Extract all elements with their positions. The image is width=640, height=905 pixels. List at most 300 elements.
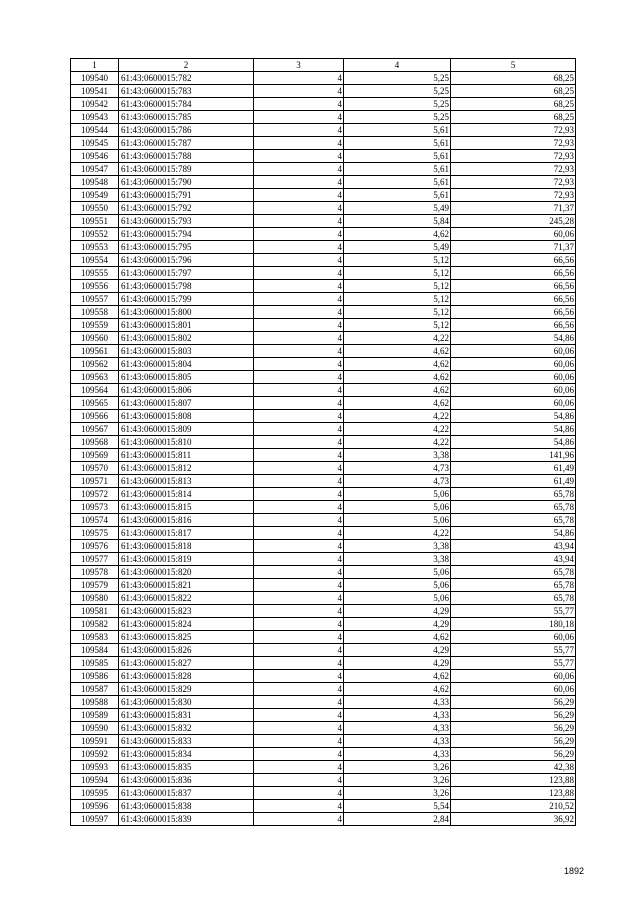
- column-3-cell: 4: [254, 592, 344, 605]
- cadastral-number-cell: 61:43:0600015:788: [119, 150, 254, 163]
- column-5-cell: 66,56: [451, 319, 576, 332]
- cadastral-number-cell: 61:43:0600015:782: [119, 72, 254, 85]
- column-4-cell: 4,33: [344, 722, 451, 735]
- column-3-cell: 4: [254, 150, 344, 163]
- column-4-cell: 4,33: [344, 748, 451, 761]
- cadastral-number-cell: 61:43:0600015:815: [119, 501, 254, 514]
- cadastral-number-cell: 61:43:0600015:830: [119, 696, 254, 709]
- column-3-cell: 4: [254, 397, 344, 410]
- column-3-cell: 4: [254, 215, 344, 228]
- row-number-cell: 109560: [71, 332, 119, 345]
- column-5-cell: 66,56: [451, 267, 576, 280]
- table-row: [71, 176, 576, 189]
- column-4-cell: 2,84: [344, 813, 451, 826]
- column-4-cell: 5,12: [344, 280, 451, 293]
- row-number-cell: 109547: [71, 163, 119, 176]
- table-row: [71, 553, 576, 566]
- cadastral-number-cell: 61:43:0600015:823: [119, 605, 254, 618]
- table-row: [71, 228, 576, 241]
- column-3-cell: 4: [254, 163, 344, 176]
- table-row: [71, 683, 576, 696]
- column-5-cell: 42,38: [451, 761, 576, 774]
- column-4-cell: 4,62: [344, 631, 451, 644]
- cadastral-number-cell: 61:43:0600015:811: [119, 449, 254, 462]
- row-number-cell: 109583: [71, 631, 119, 644]
- table-row: [71, 124, 576, 137]
- column-4-cell: 4,73: [344, 462, 451, 475]
- table-row: [71, 540, 576, 553]
- cadastral-number-cell: 61:43:0600015:819: [119, 553, 254, 566]
- column-4-cell: 5,61: [344, 124, 451, 137]
- column-3-cell: 4: [254, 553, 344, 566]
- cadastral-number-cell: 61:43:0600015:827: [119, 657, 254, 670]
- column-5-cell: 72,93: [451, 176, 576, 189]
- column-4-cell: 4,62: [344, 228, 451, 241]
- row-number-cell: 109596: [71, 800, 119, 813]
- cadastral-number-cell: 61:43:0600015:824: [119, 618, 254, 631]
- column-4-cell: 3,26: [344, 774, 451, 787]
- column-4-cell: 5,61: [344, 176, 451, 189]
- column-3-cell: 4: [254, 618, 344, 631]
- table-row: [71, 488, 576, 501]
- table-row: [71, 657, 576, 670]
- column-5-cell: 54,86: [451, 410, 576, 423]
- row-number-cell: 109586: [71, 670, 119, 683]
- column-4-cell: 3,38: [344, 540, 451, 553]
- column-5-cell: 56,29: [451, 735, 576, 748]
- cadastral-number-cell: 61:43:0600015:822: [119, 592, 254, 605]
- column-4-cell: 4,62: [344, 683, 451, 696]
- cadastral-number-cell: 61:43:0600015:836: [119, 774, 254, 787]
- column-4-cell: 4,62: [344, 371, 451, 384]
- cadastral-number-cell: 61:43:0600015:806: [119, 384, 254, 397]
- table-row: [71, 449, 576, 462]
- row-number-cell: 109545: [71, 137, 119, 150]
- column-5-cell: 56,29: [451, 722, 576, 735]
- column-3-cell: 4: [254, 436, 344, 449]
- column-5-cell: 65,78: [451, 579, 576, 592]
- column-4-cell: 5,12: [344, 319, 451, 332]
- cadastral-number-cell: 61:43:0600015:817: [119, 527, 254, 540]
- column-5-cell: 65,78: [451, 488, 576, 501]
- column-5-cell: 72,93: [451, 124, 576, 137]
- column-5-cell: 65,78: [451, 592, 576, 605]
- column-3-cell: 4: [254, 488, 344, 501]
- row-number-cell: 109563: [71, 371, 119, 384]
- row-number-cell: 109578: [71, 566, 119, 579]
- row-number-cell: 109551: [71, 215, 119, 228]
- cadastral-number-cell: 61:43:0600015:833: [119, 735, 254, 748]
- table-row: [71, 761, 576, 774]
- column-5-cell: 60,06: [451, 358, 576, 371]
- row-number-cell: 109590: [71, 722, 119, 735]
- cadastral-number-cell: 61:43:0600015:787: [119, 137, 254, 150]
- column-3-cell: 4: [254, 748, 344, 761]
- column-5-cell: 60,06: [451, 371, 576, 384]
- row-number-cell: 109575: [71, 527, 119, 540]
- row-number-cell: 109558: [71, 306, 119, 319]
- column-3-cell: 4: [254, 579, 344, 592]
- cadastral-number-cell: 61:43:0600015:832: [119, 722, 254, 735]
- row-number-cell: 109567: [71, 423, 119, 436]
- column-3-cell: 4: [254, 280, 344, 293]
- column-5-cell: 56,29: [451, 748, 576, 761]
- column-5-cell: 56,29: [451, 696, 576, 709]
- column-4-cell: 5,25: [344, 85, 451, 98]
- cadastral-number-cell: 61:43:0600015:813: [119, 475, 254, 488]
- cadastral-number-cell: 61:43:0600015:801: [119, 319, 254, 332]
- cadastral-number-cell: 61:43:0600015:794: [119, 228, 254, 241]
- column-4-cell: 5,06: [344, 501, 451, 514]
- table-body: [71, 59, 576, 826]
- cadastral-number-cell: 61:43:0600015:825: [119, 631, 254, 644]
- row-number-cell: 109561: [71, 345, 119, 358]
- row-number-cell: 109564: [71, 384, 119, 397]
- column-4-cell: 5,49: [344, 241, 451, 254]
- table-row: [71, 592, 576, 605]
- column-5-cell: 72,93: [451, 163, 576, 176]
- column-3-cell: 4: [254, 293, 344, 306]
- table-row: [71, 462, 576, 475]
- table-row: [71, 436, 576, 449]
- column-5-cell: 60,06: [451, 670, 576, 683]
- table-row: [71, 475, 576, 488]
- column-5-cell: 123,88: [451, 787, 576, 800]
- column-5-cell: 65,78: [451, 514, 576, 527]
- row-number-cell: 109581: [71, 605, 119, 618]
- row-number-cell: 109573: [71, 501, 119, 514]
- column-5-cell: 71,37: [451, 241, 576, 254]
- column-4-cell: 5,84: [344, 215, 451, 228]
- column-5-cell: 54,86: [451, 436, 576, 449]
- row-number-cell: 109553: [71, 241, 119, 254]
- column-5-cell: 55,77: [451, 644, 576, 657]
- row-number-cell: 109580: [71, 592, 119, 605]
- cadastral-number-cell: 61:43:0600015:799: [119, 293, 254, 306]
- column-4-cell: 4,62: [344, 358, 451, 371]
- row-number-cell: 109595: [71, 787, 119, 800]
- column-header: 1: [71, 59, 119, 72]
- row-number-cell: 109552: [71, 228, 119, 241]
- column-3-cell: 4: [254, 111, 344, 124]
- row-number-cell: 109597: [71, 813, 119, 826]
- table-row: [71, 215, 576, 228]
- table-row: [71, 774, 576, 787]
- row-number-cell: 109566: [71, 410, 119, 423]
- cadastral-number-cell: 61:43:0600015:831: [119, 709, 254, 722]
- table-row: [71, 267, 576, 280]
- column-4-cell: 3,38: [344, 553, 451, 566]
- column-5-cell: 68,25: [451, 72, 576, 85]
- table-row: [71, 501, 576, 514]
- row-number-cell: 109559: [71, 319, 119, 332]
- column-5-cell: 43,94: [451, 540, 576, 553]
- cadastral-number-cell: 61:43:0600015:812: [119, 462, 254, 475]
- row-number-cell: 109554: [71, 254, 119, 267]
- row-number-cell: 109557: [71, 293, 119, 306]
- table-row: [71, 371, 576, 384]
- cadastral-number-cell: 61:43:0600015:793: [119, 215, 254, 228]
- cadastral-number-cell: 61:43:0600015:798: [119, 280, 254, 293]
- row-number-cell: 109593: [71, 761, 119, 774]
- cadastral-number-cell: 61:43:0600015:829: [119, 683, 254, 696]
- column-3-cell: 4: [254, 358, 344, 371]
- column-5-cell: 65,78: [451, 501, 576, 514]
- column-5-cell: 60,06: [451, 631, 576, 644]
- table-row: [71, 423, 576, 436]
- column-header: 5: [451, 59, 576, 72]
- cadastral-number-cell: 61:43:0600015:804: [119, 358, 254, 371]
- column-4-cell: 5,06: [344, 488, 451, 501]
- column-5-cell: 60,06: [451, 397, 576, 410]
- cadastral-number-cell: 61:43:0600015:786: [119, 124, 254, 137]
- column-5-cell: 68,25: [451, 111, 576, 124]
- column-5-cell: 210,52: [451, 800, 576, 813]
- column-5-cell: 72,93: [451, 150, 576, 163]
- table-row: [71, 280, 576, 293]
- column-3-cell: 4: [254, 527, 344, 540]
- column-3-cell: 4: [254, 345, 344, 358]
- cadastral-number-cell: 61:43:0600015:808: [119, 410, 254, 423]
- column-3-cell: 4: [254, 696, 344, 709]
- table-row: [71, 644, 576, 657]
- column-5-cell: 66,56: [451, 280, 576, 293]
- column-3-cell: 4: [254, 761, 344, 774]
- column-3-cell: 4: [254, 124, 344, 137]
- table-row: [71, 358, 576, 371]
- column-3-cell: 4: [254, 631, 344, 644]
- cadastral-number-cell: 61:43:0600015:795: [119, 241, 254, 254]
- row-number-cell: 109571: [71, 475, 119, 488]
- row-number-cell: 109555: [71, 267, 119, 280]
- column-3-cell: 4: [254, 501, 344, 514]
- row-number-cell: 109576: [71, 540, 119, 553]
- row-number-cell: 109591: [71, 735, 119, 748]
- column-3-cell: 4: [254, 423, 344, 436]
- column-3-cell: 4: [254, 202, 344, 215]
- column-3-cell: 4: [254, 787, 344, 800]
- column-4-cell: 4,73: [344, 475, 451, 488]
- row-number-cell: 109546: [71, 150, 119, 163]
- column-4-cell: 4,29: [344, 618, 451, 631]
- table-row: [71, 696, 576, 709]
- column-4-cell: 4,29: [344, 605, 451, 618]
- row-number-cell: 109541: [71, 85, 119, 98]
- cadastral-number-cell: 61:43:0600015:792: [119, 202, 254, 215]
- column-3-cell: 4: [254, 670, 344, 683]
- column-3-cell: 4: [254, 254, 344, 267]
- column-3-cell: 4: [254, 514, 344, 527]
- column-5-cell: 245,28: [451, 215, 576, 228]
- cadastral-number-cell: 61:43:0600015:816: [119, 514, 254, 527]
- column-3-cell: 4: [254, 319, 344, 332]
- table-row: [71, 150, 576, 163]
- column-4-cell: 5,12: [344, 254, 451, 267]
- cadastral-number-cell: 61:43:0600015:810: [119, 436, 254, 449]
- table-row: [71, 345, 576, 358]
- column-3-cell: 4: [254, 709, 344, 722]
- table-row: [71, 722, 576, 735]
- row-number-cell: 109548: [71, 176, 119, 189]
- column-3-cell: 4: [254, 605, 344, 618]
- row-number-cell: 109568: [71, 436, 119, 449]
- row-number-cell: 109594: [71, 774, 119, 787]
- column-5-cell: 65,78: [451, 566, 576, 579]
- table-row: [71, 293, 576, 306]
- table-row: [71, 202, 576, 215]
- column-5-cell: 60,06: [451, 384, 576, 397]
- column-3-cell: 4: [254, 800, 344, 813]
- column-5-cell: 36,92: [451, 813, 576, 826]
- column-5-cell: 71,37: [451, 202, 576, 215]
- cadastral-number-cell: 61:43:0600015:791: [119, 189, 254, 202]
- column-5-cell: 141,96: [451, 449, 576, 462]
- column-4-cell: 5,06: [344, 579, 451, 592]
- column-5-cell: 54,86: [451, 527, 576, 540]
- table-row: [71, 137, 576, 150]
- column-3-cell: 4: [254, 813, 344, 826]
- column-4-cell: 3,38: [344, 449, 451, 462]
- row-number-cell: 109577: [71, 553, 119, 566]
- column-4-cell: 5,25: [344, 111, 451, 124]
- column-3-cell: 4: [254, 189, 344, 202]
- row-number-cell: 109587: [71, 683, 119, 696]
- column-4-cell: 4,22: [344, 410, 451, 423]
- cadastral-number-cell: 61:43:0600015:826: [119, 644, 254, 657]
- table-row: [71, 98, 576, 111]
- page-number: 1892: [563, 866, 584, 876]
- row-number-cell: 109588: [71, 696, 119, 709]
- column-3-cell: 4: [254, 384, 344, 397]
- column-5-cell: 66,56: [451, 293, 576, 306]
- table-row: [71, 514, 576, 527]
- column-3-cell: 4: [254, 722, 344, 735]
- column-4-cell: 5,06: [344, 514, 451, 527]
- cadastral-number-cell: 61:43:0600015:784: [119, 98, 254, 111]
- table-row: [71, 332, 576, 345]
- row-number-cell: 109579: [71, 579, 119, 592]
- column-5-cell: 60,06: [451, 345, 576, 358]
- table-row: [71, 605, 576, 618]
- cadastral-number-cell: 61:43:0600015:797: [119, 267, 254, 280]
- cadastral-number-cell: 61:43:0600015:838: [119, 800, 254, 813]
- cadastral-number-cell: 61:43:0600015:805: [119, 371, 254, 384]
- column-5-cell: 54,86: [451, 332, 576, 345]
- cadastral-number-cell: 61:43:0600015:837: [119, 787, 254, 800]
- column-4-cell: 4,33: [344, 696, 451, 709]
- column-3-cell: 4: [254, 267, 344, 280]
- table-row: [71, 111, 576, 124]
- column-4-cell: 5,06: [344, 566, 451, 579]
- column-4-cell: 5,49: [344, 202, 451, 215]
- column-5-cell: 56,29: [451, 709, 576, 722]
- row-number-cell: 109585: [71, 657, 119, 670]
- column-4-cell: 4,62: [344, 670, 451, 683]
- column-5-cell: 180,18: [451, 618, 576, 631]
- cadastral-number-cell: 61:43:0600015:796: [119, 254, 254, 267]
- column-4-cell: 5,61: [344, 163, 451, 176]
- table-row: [71, 241, 576, 254]
- row-number-cell: 109542: [71, 98, 119, 111]
- column-3-cell: 4: [254, 774, 344, 787]
- column-4-cell: 4,62: [344, 397, 451, 410]
- cadastral-number-cell: 61:43:0600015:807: [119, 397, 254, 410]
- row-number-cell: 109550: [71, 202, 119, 215]
- column-4-cell: 4,33: [344, 709, 451, 722]
- column-4-cell: 5,61: [344, 137, 451, 150]
- table-row: [71, 566, 576, 579]
- table-row: [71, 735, 576, 748]
- column-3-cell: 4: [254, 332, 344, 345]
- row-number-cell: 109544: [71, 124, 119, 137]
- cadastral-number-cell: 61:43:0600015:783: [119, 85, 254, 98]
- cadastral-number-cell: 61:43:0600015:789: [119, 163, 254, 176]
- column-3-cell: 4: [254, 657, 344, 670]
- column-3-cell: 4: [254, 410, 344, 423]
- data-table: [70, 58, 576, 826]
- table-row: [71, 319, 576, 332]
- row-number-cell: 109570: [71, 462, 119, 475]
- table-row: [71, 787, 576, 800]
- column-4-cell: 5,54: [344, 800, 451, 813]
- row-number-cell: 109569: [71, 449, 119, 462]
- row-number-cell: 109565: [71, 397, 119, 410]
- column-5-cell: 60,06: [451, 683, 576, 696]
- column-4-cell: 5,25: [344, 98, 451, 111]
- column-4-cell: 4,22: [344, 436, 451, 449]
- column-4-cell: 4,29: [344, 644, 451, 657]
- column-3-cell: 4: [254, 137, 344, 150]
- column-5-cell: 60,06: [451, 228, 576, 241]
- column-3-cell: 4: [254, 644, 344, 657]
- column-4-cell: 4,22: [344, 527, 451, 540]
- column-5-cell: 43,94: [451, 553, 576, 566]
- row-number-cell: 109582: [71, 618, 119, 631]
- cadastral-number-cell: 61:43:0600015:818: [119, 540, 254, 553]
- column-5-cell: 55,77: [451, 605, 576, 618]
- table-row: [71, 813, 576, 826]
- table-row: [71, 410, 576, 423]
- table-row: [71, 631, 576, 644]
- table-row: [71, 85, 576, 98]
- column-4-cell: 4,62: [344, 345, 451, 358]
- column-3-cell: 4: [254, 449, 344, 462]
- row-number-cell: 109584: [71, 644, 119, 657]
- column-4-cell: 5,12: [344, 267, 451, 280]
- column-3-cell: 4: [254, 306, 344, 319]
- table-row: [71, 527, 576, 540]
- row-number-cell: 109556: [71, 280, 119, 293]
- column-4-cell: 3,26: [344, 761, 451, 774]
- column-3-cell: 4: [254, 683, 344, 696]
- table-row: [71, 579, 576, 592]
- cadastral-number-cell: 61:43:0600015:828: [119, 670, 254, 683]
- column-3-cell: 4: [254, 735, 344, 748]
- column-4-cell: 5,25: [344, 72, 451, 85]
- row-number-cell: 109549: [71, 189, 119, 202]
- table-row: [71, 397, 576, 410]
- column-4-cell: 4,22: [344, 332, 451, 345]
- column-header: 2: [119, 59, 254, 72]
- column-4-cell: 4,62: [344, 384, 451, 397]
- column-5-cell: 55,77: [451, 657, 576, 670]
- column-4-cell: 4,33: [344, 735, 451, 748]
- table-row: [71, 618, 576, 631]
- column-header: 4: [344, 59, 451, 72]
- column-5-cell: 61,49: [451, 475, 576, 488]
- column-4-cell: 5,06: [344, 592, 451, 605]
- column-header: 3: [254, 59, 344, 72]
